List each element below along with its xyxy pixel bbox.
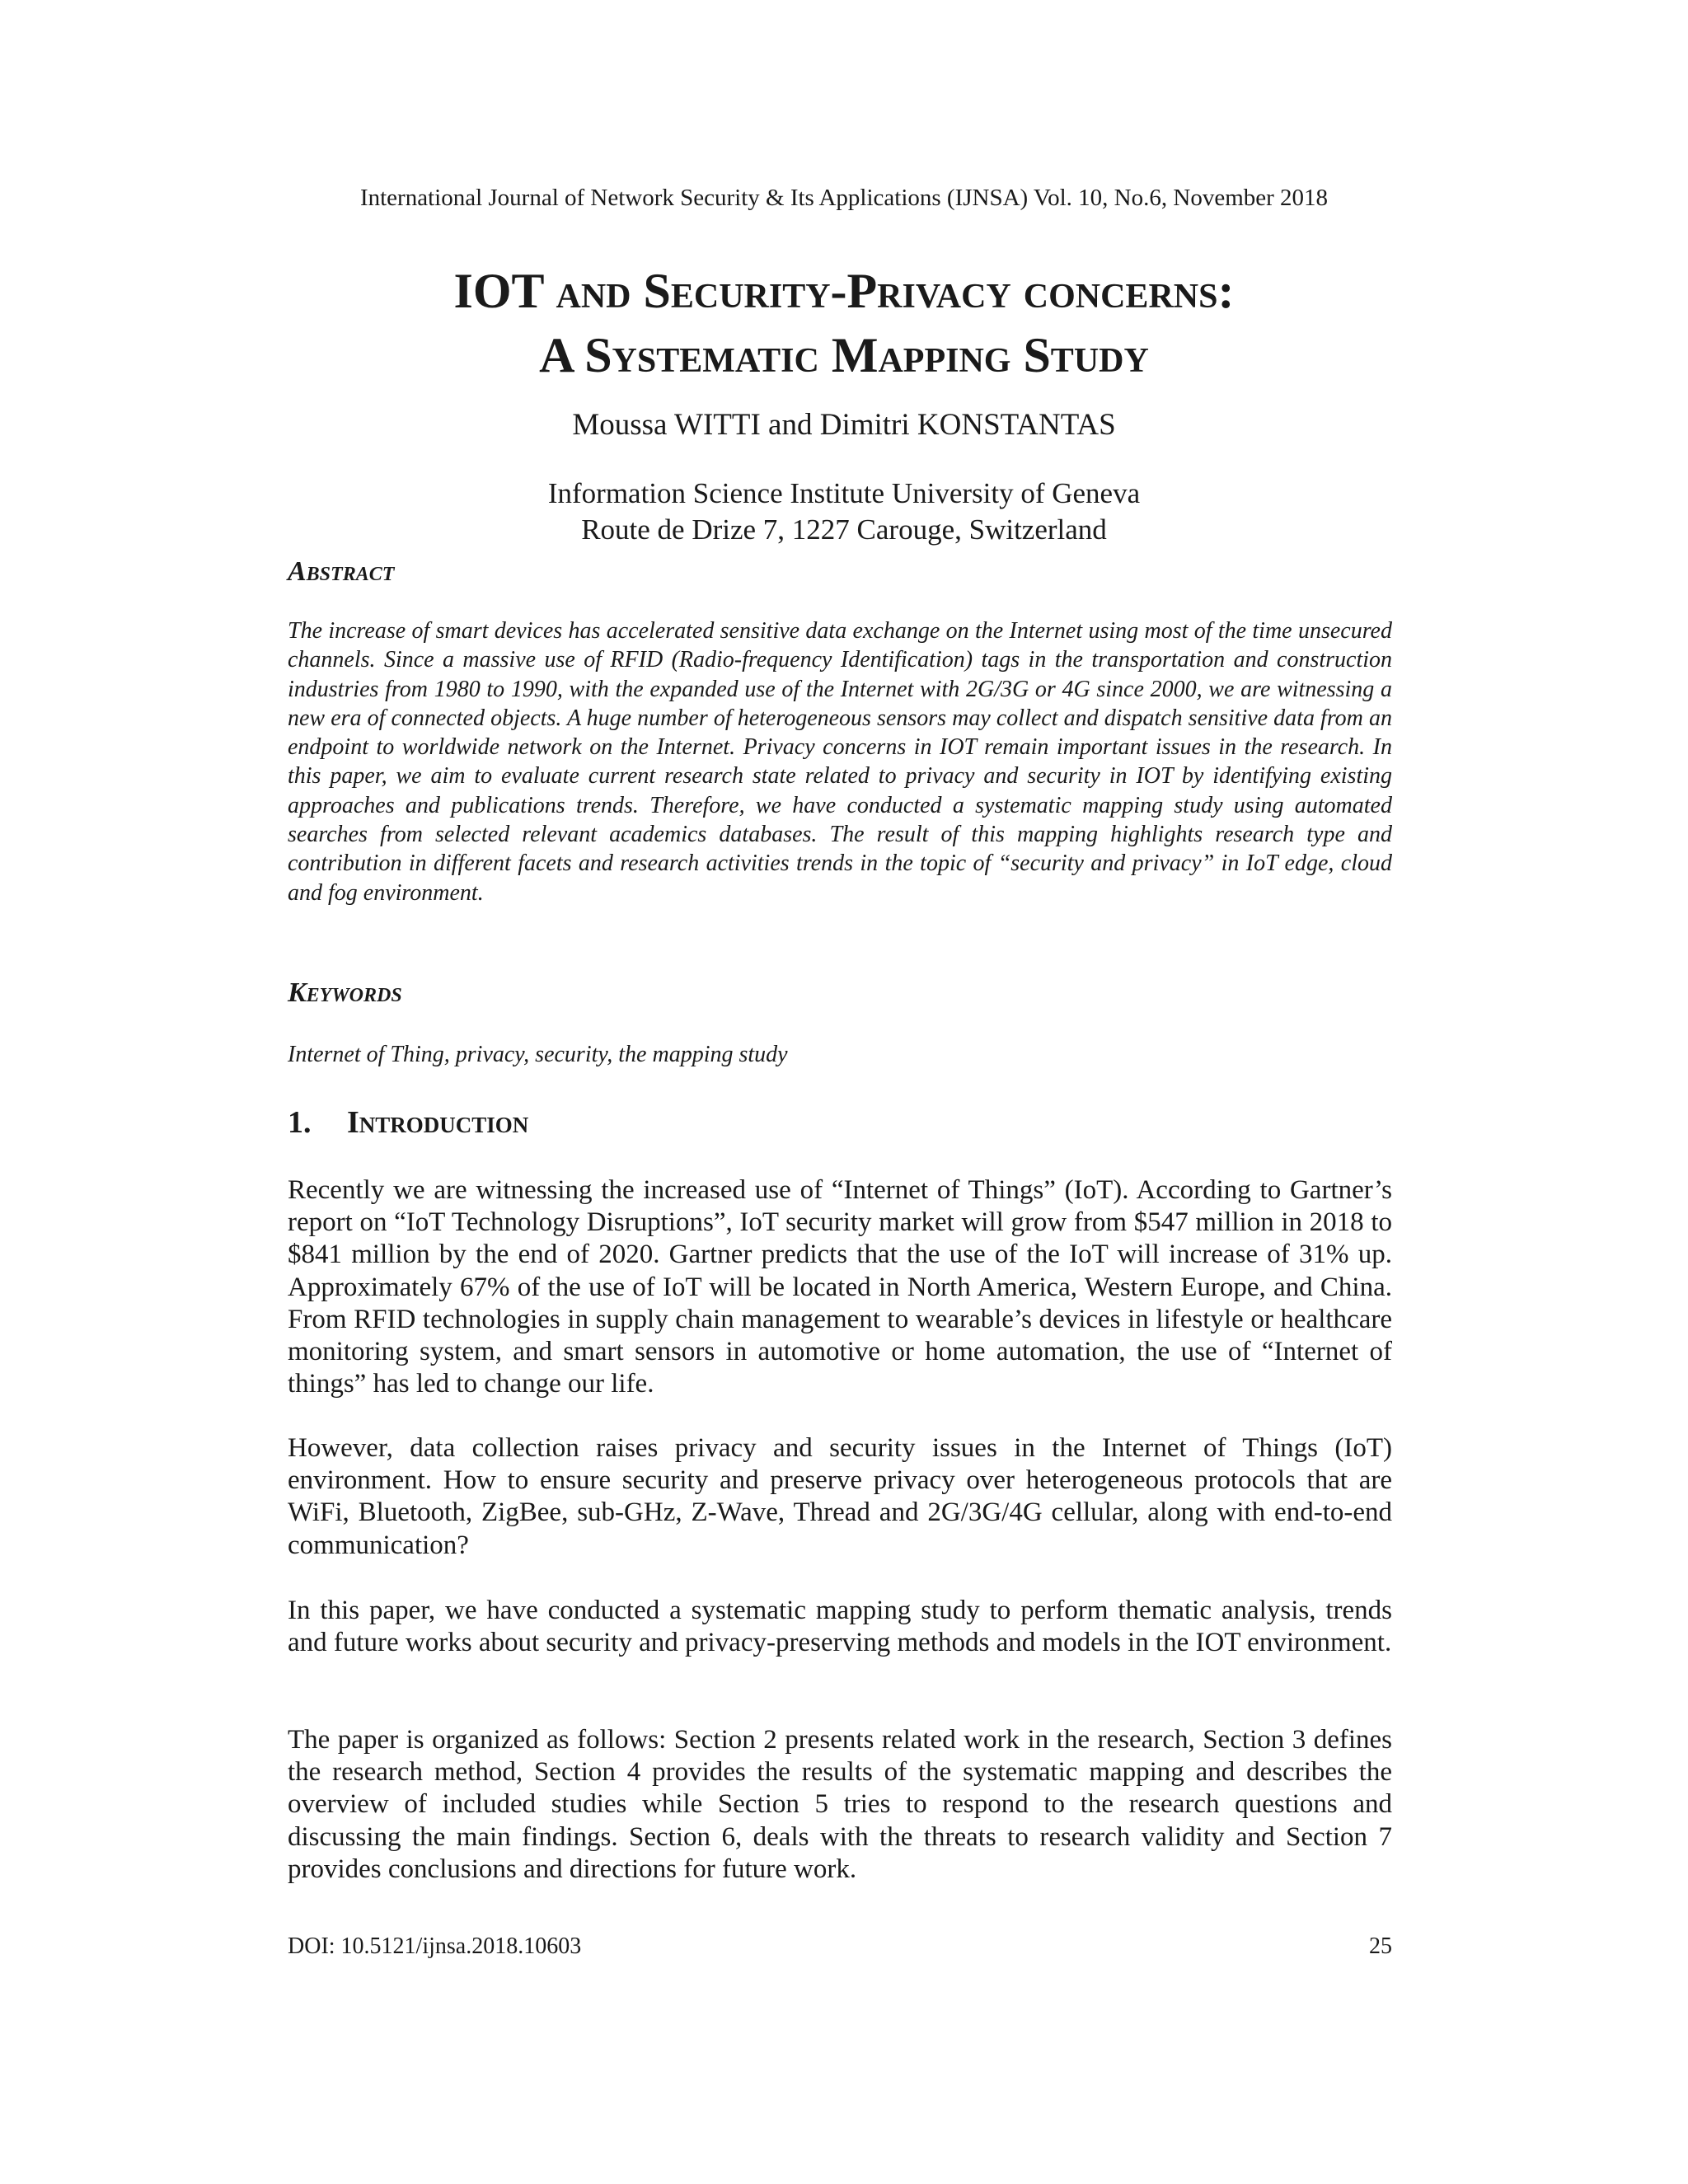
introduction-paragraph-2: However, data collection raises privacy and security issues in the Internet of Things (IoT) environment. How to ensure security and preserve privacy over heterogeneous protocols that are WiFi, Bluetooth, ZigBee, sub-GHz, Z-Wave, Thread and 2G/3G/4G cellular, along with end-to-end communication? [288, 1433, 1392, 1560]
introduction-number: 1. [288, 1105, 312, 1140]
paper-title [0, 259, 1688, 387]
authors: Moussa WITTI and Dimitri KONSTANTAS [572, 408, 1116, 442]
paper-title-line-2: A Systematic Mapping Study [539, 328, 1149, 382]
keywords-heading: Keywords [288, 977, 402, 1008]
footer-doi: DOI: 10.5121/ijnsa.2018.10603 [288, 1933, 582, 1959]
affiliation [0, 476, 1688, 548]
running-header: International Journal of Network Security & Its Applications (IJNSA) Vol. 10, No.6, November 2018 [359, 185, 1329, 211]
introduction-paragraph-1: Recently we are witnessing the increased use of “Internet of Things” (IoT). According to Gartner’s report on “IoT Technology Disruptions”, IoT security market will grow from $547 million in 2018 to $841 million by the end of 2020. Gartner predicts that the use of the IoT will increase of 31% up. Approximately 67% of the use of IoT will be located in North America, Western Europe, and China. From RFID technologies in supply chain management to wearable’s devices in lifestyle or healthcare monitoring system, and smart sensors in automotive or home automation, the use of “Internet of things” has led to change our life. [288, 1175, 1392, 1399]
keywords-text: Internet of Thing, privacy, security, the mapping study [288, 1042, 788, 1067]
page-number: 25 [1369, 1933, 1392, 1959]
paper-title-line-1: IOT and Security-Privacy concerns: [453, 264, 1235, 318]
affiliation-line-2: Route de Drize 7, 1227 Carouge, Switzerland [581, 513, 1107, 546]
introduction-paragraph-4: The paper is organized as follows: Section 2 presents related work in the research, Section 3 defines the research method, Section 4 provides the results of the systematic mapping and describes the overview of included studies while Section 5 tries to respond to the research questions and discussing the main findings. Section 6, deals with the threats to research validity and Section 7 provides conclusions and directions for future work. [288, 1725, 1392, 1884]
introduction-paragraph-3: In this paper, we have conducted a systematic mapping study to perform thematic analysis, trends and future works about security and privacy-preserving methods and models in the IOT environment. [288, 1596, 1392, 1658]
abstract-heading: Abstract [288, 556, 395, 587]
introduction-title: Introduction [347, 1105, 529, 1140]
affiliation-line-1: Information Science Institute University of Geneva [547, 477, 1141, 509]
abstract-text: The increase of smart devices has accelerated sensitive data exchange on the Internet using most of the time unsecured channels. Since a massive use of RFID (Radio-frequency Identification) tags in the transportation and construction industries from 1980 to 1990, with the expanded use of the Internet with 2G/3G or 4G since 2000, we are witnessing a new era of connected objects. A huge number of heterogeneous sensors may collect and dispatch sensitive data from an endpoint to worldwide network on the Internet. Privacy concerns in IOT remain important issues in the research. In this paper, we aim to evaluate current research state related to privacy and security in IOT by identifying existing approaches and publications trends. Therefore, we have conducted a systematic mapping study using automated searches from selected relevant academics databases. The result of this mapping highlights research type and contribution in different facets and research activities trends in the topic of “security and privacy” in IoT edge, cloud and fog environment. [288, 618, 1392, 906]
introduction-heading [288, 1104, 528, 1141]
